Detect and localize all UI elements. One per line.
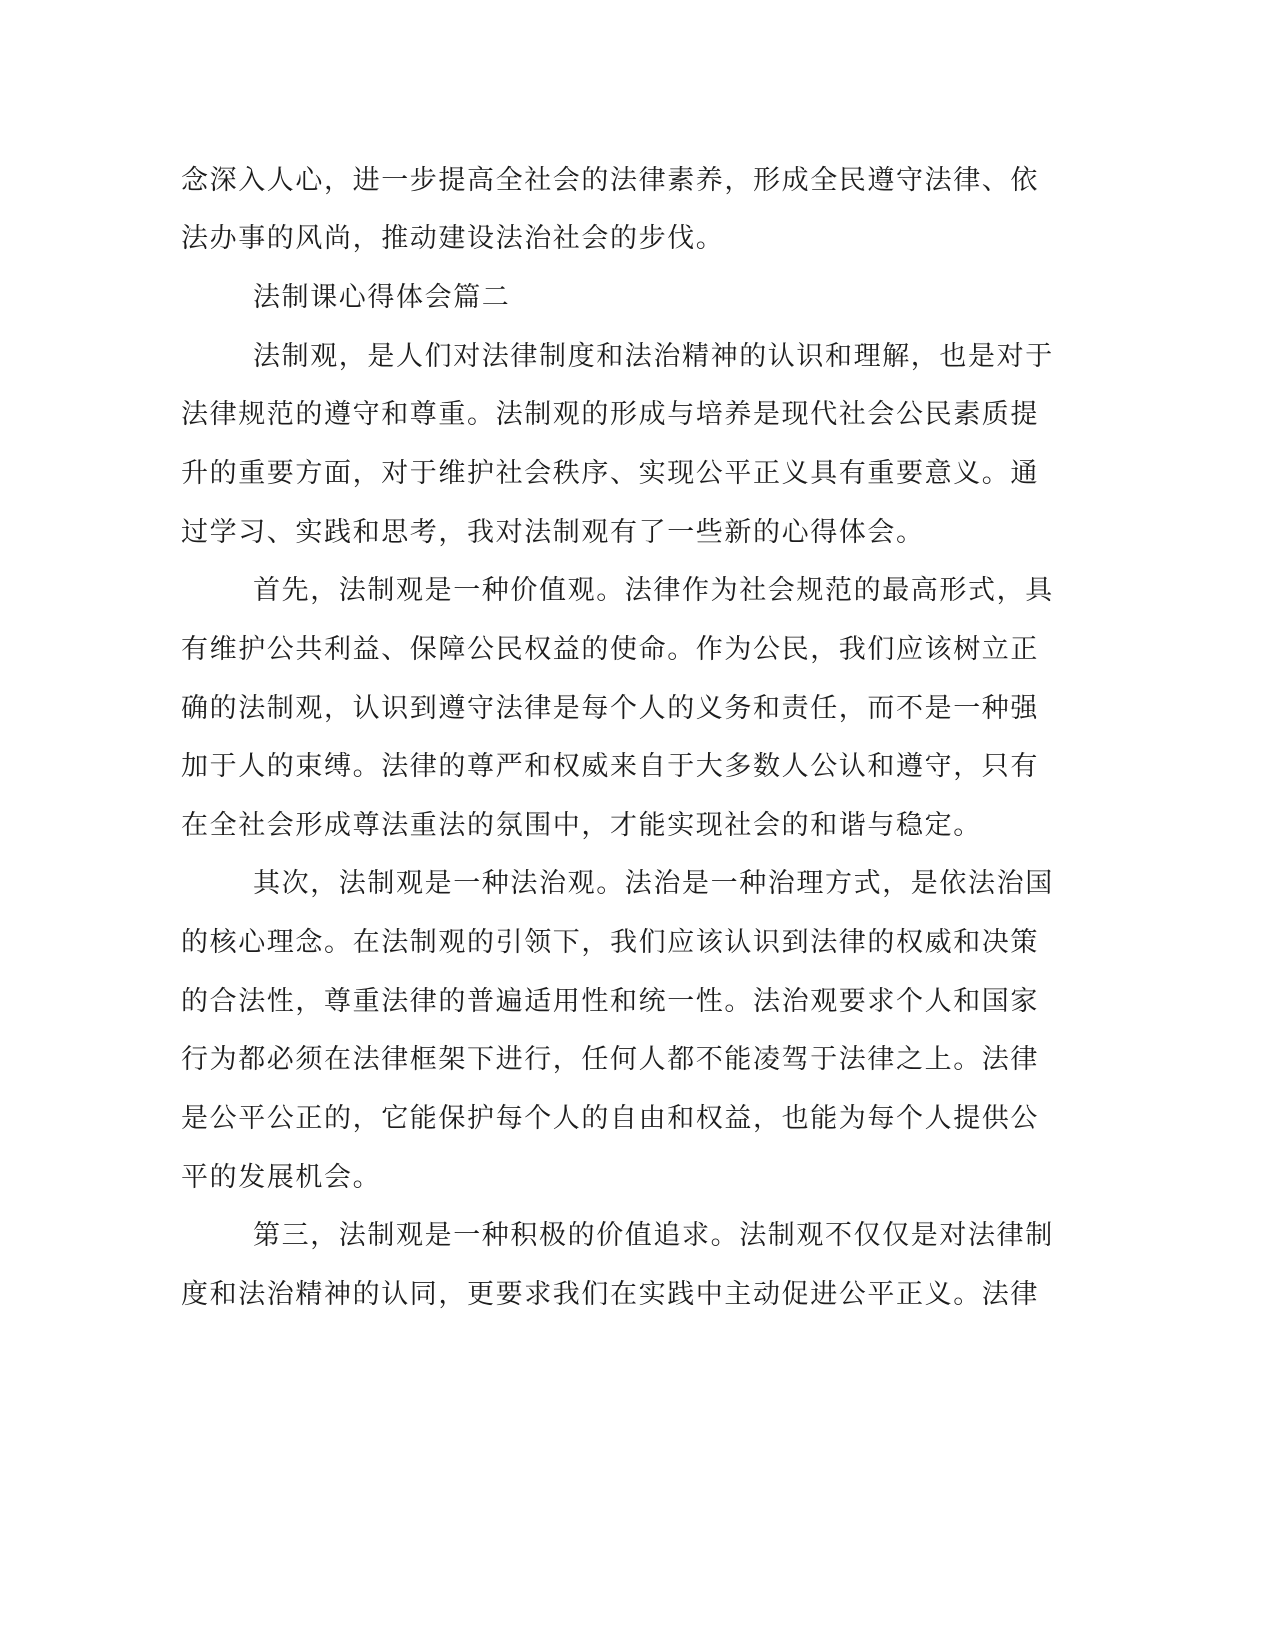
text-line: 法制观，是人们对法律制度和法治精神的认识和理解，也是对于: [253, 341, 1054, 372]
text-line: 念深入人心，进一步提高全社会的法律素养，形成全民遵守法律、依: [181, 165, 1039, 196]
text-line: 平的发展机会。: [181, 1162, 382, 1193]
text-line: 的核心理念。在法制观的引领下，我们应该认识到法律的权威和决策: [181, 927, 1039, 958]
section-heading: 法制课心得体会篇二: [253, 282, 511, 313]
text-line: 第三，法制观是一种积极的价值追求。法制观不仅仅是对法律制: [253, 1220, 1054, 1251]
text-line: 其次，法制观是一种法治观。法治是一种治理方式，是依法治国: [253, 868, 1054, 899]
text-line: 法办事的风尚，推动建设法治社会的步伐。: [181, 223, 725, 254]
text-line: 首先，法制观是一种价值观。法律作为社会规范的最高形式，具: [253, 575, 1054, 606]
text-line: 加于人的束缚。法律的尊严和权威来自于大多数人公认和遵守，只有: [181, 751, 1039, 782]
text-line: 有维护公共利益、保障公民权益的使命。作为公民，我们应该树立正: [181, 634, 1039, 665]
text-line: 是公平公正的，它能保护每个人的自由和权益，也能为每个人提供公: [181, 1103, 1039, 1134]
text-line: 升的重要方面，对于维护社会秩序、实现公平正义具有重要意义。通: [181, 458, 1039, 489]
text-line: 的合法性，尊重法律的普遍适用性和统一性。法治观要求个人和国家: [181, 986, 1039, 1017]
text-line: 法律规范的遵守和尊重。法制观的形成与培养是现代社会公民素质提: [181, 399, 1039, 430]
text-line: 过学习、实践和思考，我对法制观有了一些新的心得体会。: [181, 517, 925, 548]
text-line: 确的法制观，认识到遵守法律是每个人的义务和责任，而不是一种强: [181, 693, 1039, 724]
text-line: 行为都必须在法律框架下进行，任何人都不能凌驾于法律之上。法律: [181, 1044, 1039, 1075]
text-line: 在全社会形成尊法重法的氛围中，才能实现社会的和谐与稳定。: [181, 810, 982, 841]
text-line: 度和法治精神的认同，更要求我们在实践中主动促进公平正义。法律: [181, 1279, 1039, 1310]
